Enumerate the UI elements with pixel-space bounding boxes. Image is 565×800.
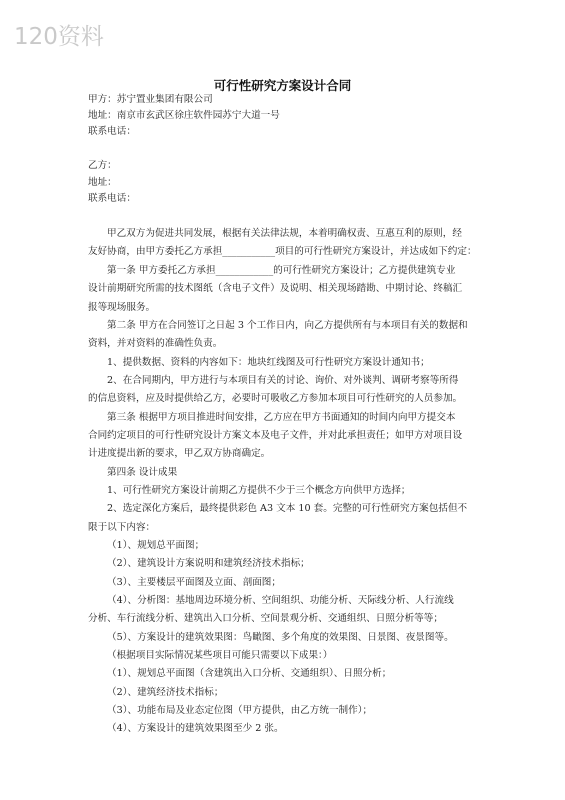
list-item: （2）、建筑设计方案说明和建筑经济技术指标； (107, 558, 310, 569)
list-item: （3）、功能布局及业态定位图（甲方提供，由乙方统一制作）； (107, 705, 373, 716)
list-item: （1）、规划总平面图（含建筑出入口分析、交通组织）、日照分析； (107, 668, 392, 679)
list-item: （2）、建筑经济技术指标； (107, 687, 224, 698)
party-a-address: 地址：南京市玄武区徐庄软件园苏宁大道一号 (88, 110, 280, 121)
body-line: 计进度提出新的要求，甲乙双方协商确定。 (88, 448, 271, 459)
list-item: （4）、分析图：基地周边环境分析、空间组织、功能分析、天际线分析、人行流线 (107, 595, 454, 606)
party-b-name: 乙方： (88, 160, 117, 171)
body-line: 2、在合同期内，甲方进行与本项目有关的讨论、询价、对外谈判、调研考察等所得 (107, 375, 459, 386)
list-item: （4）、方案设计的建筑效果图至少 2 张。 (107, 723, 284, 734)
party-b-phone: 联系电话： (88, 193, 136, 204)
section-heading: 第四条 设计成果 (107, 467, 178, 478)
body-line: 报等现场服务。 (88, 302, 156, 313)
watermark-logo: 120资料 (14, 24, 104, 50)
list-item: （3）、主要楼层平面图及立面、剖面图； (107, 577, 281, 588)
body-line: 友好协商，由甲方委托乙方承担___________项目的可行性研究方案设计，并达成如下约定： (88, 246, 477, 257)
body-line: 1、可行性研究方案设计前期乙方提供不少于三个概念方向供甲方选择； (107, 485, 411, 496)
body-line: 第二条 甲方在合同签订之日起 3 个工作日内，向乙方提供所有与本项目有关的数据和 (107, 320, 468, 331)
list-item: 分析、车行流线分析、建筑出入口分析、空间景观分析、交通组织、日照分析等等； (88, 613, 443, 624)
body-line: 第一条 甲方委托乙方承担____________的可行性研究方案设计；乙方提供建筑专业 (107, 265, 456, 276)
body-line: 2、选定深化方案后，最终提供彩色 A3 文本 10 套。完整的可行性研究方案包括但不 (107, 503, 468, 514)
party-a-phone: 联系电话： (88, 126, 136, 137)
body-line: 1、提供数据、资料的内容如下：地块红线图及可行性研究方案设计通知书； (107, 357, 430, 368)
party-b-address: 地址： (88, 177, 117, 188)
body-line: 限于以下内容： (88, 522, 156, 533)
body-line: 合同约定项目的可行性研究设计方案文本及电子文件，并对此承担责任；如甲方对项目设 (88, 430, 463, 441)
body-line: 资料，并对资料的准确性负责。 (88, 338, 223, 349)
body-line: 设计前期研究所需的技术图纸（含电子文件）及说明、相关现场踏勘、中期讨论、终稿汇 (88, 283, 463, 294)
body-line: 甲乙双方为促进共同发展，根据有关法律法规，本着明确权责、互惠互利的原则，经 (107, 228, 462, 239)
contract-title: 可行性研究方案设计合同 (213, 78, 352, 93)
body-line: 的信息资料，应及时提供给乙方，必要时可吸收乙方参加本项目可行性研究的人员参加。 (88, 393, 463, 404)
list-item: （1）、规划总平面图； (107, 540, 205, 551)
list-item: （5）、方案设计的建筑效果图：鸟瞰图、多个角度的效果图、日景图、夜景图等。 (107, 632, 454, 643)
body-line: （根据项目实际情况某些项目可能只需要以下成果：） (107, 650, 333, 661)
party-a-name: 甲方：苏宁置业集团有限公司 (88, 94, 213, 105)
body-line: 第三条 根据甲方项目推进时间安排，乙方应在甲方书面通知的时间内向甲方提交本 (107, 412, 456, 423)
